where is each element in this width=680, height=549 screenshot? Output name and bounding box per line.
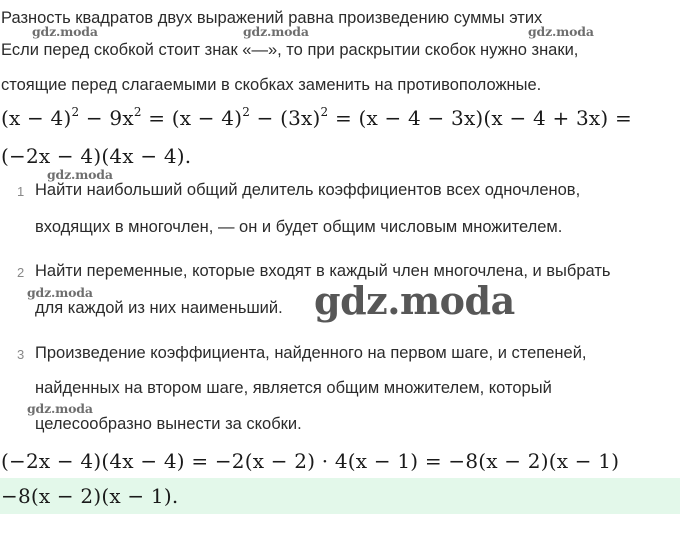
- step-3-line-1: Произведение коэффициента, найденного на первом шаге, и степеней,: [35, 344, 587, 362]
- equation-1-line-2: (−2x − 4)(4x − 4).: [1, 144, 192, 168]
- intro-line-2: Если перед скобкой стоит знак «—», то при раскрытии скобок нужно знаки,: [1, 41, 579, 59]
- watermark-small: gdz.moda: [528, 24, 594, 39]
- equation-1-line-1: [1, 106, 632, 130]
- watermark-small: gdz.moda: [27, 401, 93, 416]
- step-2-line-1: Найти переменные, которые входят в каждый член многочлена, и выбрать: [35, 262, 611, 280]
- watermark-small: gdz.moda: [243, 24, 309, 39]
- watermark-small: gdz.moda: [47, 167, 113, 182]
- step-1-line-2: входящих в многочлен, — он и будет общим числовым множителем.: [35, 218, 563, 236]
- step-1-line-1: Найти наибольший общий делитель коэффициентов всех одночленов,: [35, 181, 581, 199]
- watermark-large: gdz.moda: [314, 278, 515, 323]
- watermark-small: gdz.moda: [32, 24, 98, 39]
- step-number: 3: [17, 347, 25, 362]
- step-3-line-3: целесообразно вынести за скобки.: [35, 415, 302, 433]
- eq1-exponent: 2: [320, 105, 329, 119]
- answer: −8(x − 2)(x − 1).: [1, 484, 179, 508]
- eq1-exponent: 2: [133, 105, 142, 119]
- intro-line-3: стоящие перед слагаемыми в скобках заменить на противоположные.: [1, 76, 542, 94]
- eq1-exponent: 2: [242, 105, 251, 119]
- watermark-small: gdz.moda: [27, 285, 93, 300]
- eq1-exponent: 2: [71, 105, 80, 119]
- step-number: 2: [17, 265, 25, 280]
- eq1-term: = (x − 4 − 3x)(x − 4 + 3x) =: [328, 106, 632, 130]
- eq1-term: − 9x: [79, 106, 134, 130]
- step-3-line-2: найденных на втором шаге, является общим множителем, который: [35, 379, 552, 397]
- intro-line-1: Разность квадратов двух выражений равна произведению суммы этих: [1, 9, 543, 27]
- step-number: 1: [17, 184, 25, 199]
- equation-2: (−2x − 4)(4x − 4) = −2(x − 2) · 4(x − 1) = −8(x − 2)(x − 1): [1, 449, 620, 473]
- eq1-term: − (3x): [250, 106, 321, 130]
- eq1-term: (x − 4): [1, 106, 72, 130]
- eq1-term: = (x − 4): [141, 106, 243, 130]
- step-2-line-2: для каждой из них наименьший.: [35, 299, 283, 317]
